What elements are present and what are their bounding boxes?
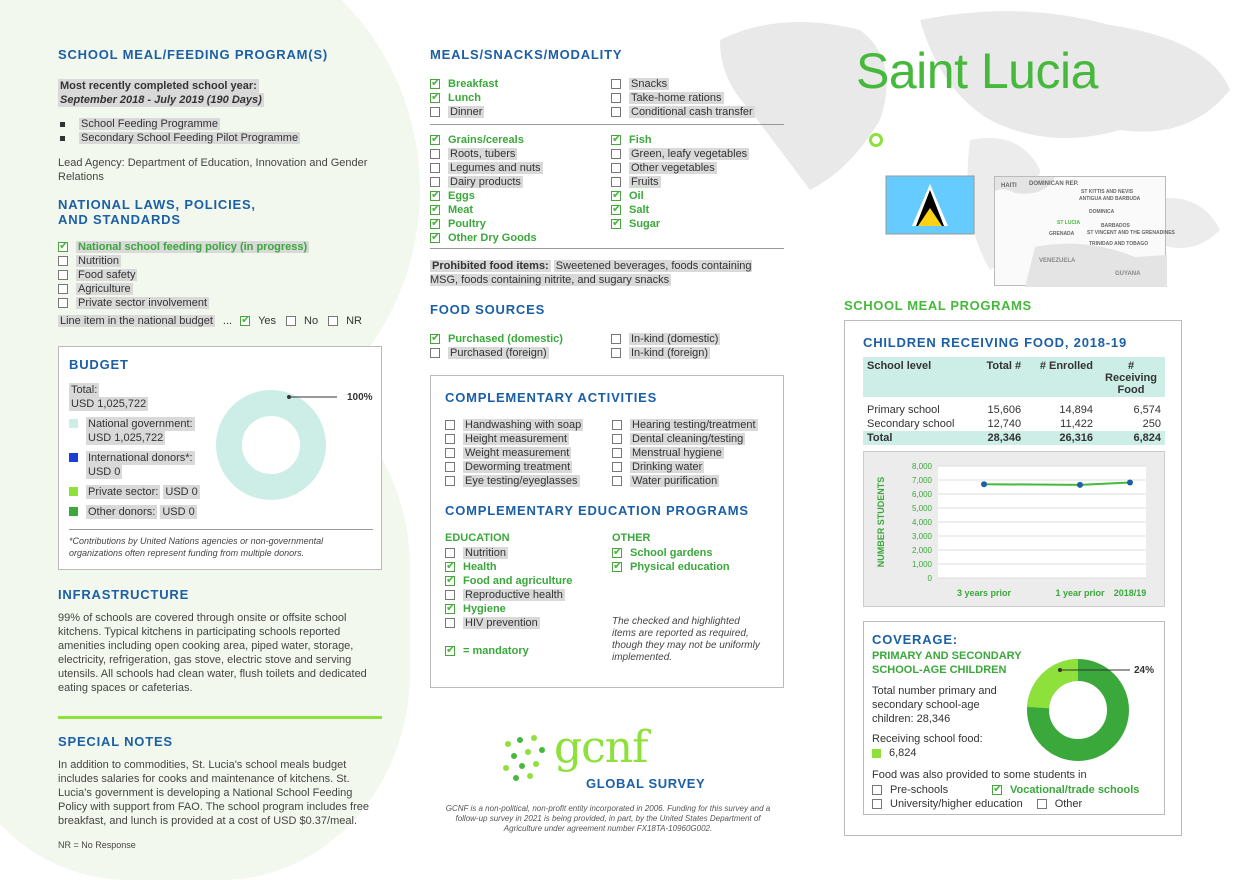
law-label: Agriculture bbox=[78, 283, 131, 295]
table-cell: 14,894 bbox=[1059, 404, 1093, 416]
meals-divider bbox=[430, 124, 784, 125]
prohibited-text: Sweetened beverages, foods containing MSG, foods containing nitrite, and sugary snacks bbox=[430, 260, 752, 286]
list-item bbox=[58, 131, 300, 145]
table-header: School level bbox=[867, 360, 932, 372]
map-label: ANTIGUA AND BARBUDA bbox=[1079, 196, 1141, 202]
food-sources-right bbox=[611, 332, 720, 360]
national-laws-list bbox=[58, 240, 362, 328]
food-label: Other vegetables bbox=[631, 162, 715, 174]
coverage-also-items bbox=[872, 783, 1139, 811]
y-tick-label: 5,000 bbox=[911, 504, 932, 513]
list-item bbox=[612, 560, 730, 574]
children-table bbox=[863, 357, 1165, 445]
list-item bbox=[612, 446, 758, 460]
gcnf-logo-dots bbox=[500, 734, 552, 782]
education-col bbox=[445, 532, 572, 658]
list-item bbox=[612, 474, 758, 488]
meal-label: Take-home rations bbox=[631, 92, 722, 104]
gcnf-logo-text: gcnf bbox=[554, 722, 648, 773]
table-cell: 26,316 bbox=[1059, 432, 1093, 444]
program-name: Secondary School Feeding Pilot Programme bbox=[81, 132, 299, 144]
coverage-box bbox=[863, 621, 1165, 815]
map-label: DOMINICAN REP. bbox=[1029, 181, 1079, 187]
table-total-row bbox=[863, 431, 1165, 445]
meal-label: Lunch bbox=[448, 92, 481, 104]
table-row bbox=[863, 417, 1165, 431]
list-item bbox=[611, 133, 749, 147]
complementary-activities-heading: COMPLEMENTARY ACTIVITIES bbox=[445, 390, 658, 405]
chart-panel bbox=[863, 451, 1165, 607]
also-label: Vocational/trade schools bbox=[1010, 784, 1140, 796]
map-label: TRINIDAD AND TOBAGO bbox=[1089, 241, 1149, 247]
activity-label: Dental cleaning/testing bbox=[632, 433, 744, 445]
list-item bbox=[611, 105, 755, 119]
budget-heading: BUDGET bbox=[69, 357, 129, 372]
list-item bbox=[58, 296, 362, 310]
list-item bbox=[445, 432, 583, 446]
budget-legend bbox=[69, 417, 200, 519]
legend-swatch bbox=[69, 507, 78, 516]
list-item bbox=[430, 189, 543, 203]
school-meal-programs-heading: SCHOOL MEAL PROGRAMS bbox=[844, 298, 1032, 313]
budget-total-value: USD 1,025,722 bbox=[71, 398, 147, 410]
other-label: OTHER bbox=[612, 532, 651, 544]
source-label: In-kind (domestic) bbox=[631, 333, 719, 345]
special-notes-heading: SPECIAL NOTES bbox=[58, 734, 173, 749]
list-item bbox=[430, 175, 543, 189]
table-title: CHILDREN RECEIVING FOOD, 2018-19 bbox=[863, 335, 1127, 350]
other-item: School gardens bbox=[630, 547, 713, 559]
legend-item bbox=[69, 417, 200, 445]
list-item bbox=[58, 268, 362, 282]
school-meal-heading: SCHOOL MEAL/FEEDING PROGRAM(S) bbox=[58, 47, 329, 62]
y-tick-label: 8,000 bbox=[911, 462, 932, 471]
mandatory-legend bbox=[445, 644, 572, 658]
yes-label: Yes bbox=[258, 315, 277, 327]
list-item bbox=[430, 231, 543, 245]
list-item bbox=[430, 203, 543, 217]
list-item bbox=[445, 546, 572, 560]
activities-left bbox=[445, 418, 583, 488]
lead-agency: Lead Agency: Department of Education, Innovation and Gender Relations bbox=[58, 157, 368, 183]
map-label: ST VINCENT AND THE GRENADINES bbox=[1087, 230, 1175, 236]
law-label: National school feeding policy (in progress) bbox=[78, 241, 308, 253]
coverage-swatch bbox=[872, 749, 881, 758]
food-label: Sugar bbox=[629, 218, 661, 230]
list-item bbox=[611, 189, 749, 203]
coverage-total bbox=[872, 684, 1022, 726]
food-label: Grains/cereals bbox=[448, 134, 524, 146]
table-cell: 28,346 bbox=[987, 432, 1022, 444]
list-item bbox=[611, 217, 749, 231]
food-label: Fruits bbox=[631, 176, 659, 188]
country-title: Saint Lucia bbox=[856, 43, 1098, 99]
legend-item bbox=[69, 485, 200, 499]
activity-label: Handwashing with soap bbox=[465, 419, 582, 431]
legend-swatch bbox=[69, 419, 78, 428]
y-tick-label: 2,000 bbox=[911, 546, 932, 555]
activities-right bbox=[612, 418, 758, 488]
list-item bbox=[58, 254, 362, 268]
legend-value: USD 0 bbox=[88, 466, 121, 478]
map-label: GRENADA bbox=[1049, 231, 1075, 237]
list-item bbox=[872, 783, 1139, 797]
food-label: Meat bbox=[448, 204, 474, 216]
table-header: # Enrolled bbox=[1039, 360, 1093, 372]
coverage-also-text: Food was also provided to some students in bbox=[872, 769, 1087, 781]
region-map bbox=[994, 176, 1175, 286]
list-item bbox=[430, 133, 543, 147]
also-label: University/higher education bbox=[890, 798, 1023, 810]
list-item bbox=[445, 460, 583, 474]
meal-label: Breakfast bbox=[448, 78, 499, 90]
list-item bbox=[445, 474, 583, 488]
list-item bbox=[611, 175, 749, 189]
food-label: Dairy products bbox=[450, 176, 521, 188]
coverage-donut bbox=[1022, 650, 1162, 762]
y-tick-label: 0 bbox=[927, 574, 932, 583]
other-item: Physical education bbox=[630, 561, 730, 573]
legend-value: USD 1,025,722 bbox=[88, 432, 164, 444]
list-item bbox=[430, 77, 498, 91]
activity-label: Hearing testing/treatment bbox=[632, 419, 756, 431]
meal-label: Dinner bbox=[450, 106, 483, 118]
law-label: Nutrition bbox=[78, 255, 119, 267]
list-item bbox=[445, 446, 583, 460]
food-label: Salt bbox=[629, 204, 650, 216]
legend-label: Other donors: bbox=[88, 506, 156, 518]
list-item bbox=[430, 105, 498, 119]
activity-label: Eye testing/eyeglasses bbox=[465, 475, 578, 487]
education-item: Health bbox=[463, 561, 497, 573]
list-item bbox=[430, 91, 498, 105]
meals-left bbox=[430, 77, 498, 119]
list-item bbox=[612, 418, 758, 432]
list-item bbox=[445, 602, 572, 616]
education-label: EDUCATION bbox=[445, 532, 510, 544]
food-label: Oil bbox=[629, 190, 644, 202]
map-label: HAITI bbox=[1001, 183, 1017, 189]
y-tick-label: 1,000 bbox=[911, 560, 932, 569]
foods-right bbox=[611, 133, 749, 231]
prohibited-foods bbox=[430, 259, 770, 287]
table-cell: 11,422 bbox=[1060, 418, 1093, 430]
education-item: Hygiene bbox=[463, 603, 506, 615]
list-item bbox=[872, 797, 1139, 811]
table-header: Total # bbox=[986, 360, 1022, 372]
education-item: HIV prevention bbox=[465, 617, 538, 629]
no-label: No bbox=[304, 315, 319, 327]
list-item bbox=[612, 432, 758, 446]
list-item bbox=[611, 91, 755, 105]
coverage-receiving-value: 6,824 bbox=[889, 747, 917, 759]
table-cell: 12,740 bbox=[987, 418, 1022, 430]
list-item bbox=[611, 203, 749, 217]
legend-label: International donors*: bbox=[88, 452, 193, 464]
activity-label: Drinking water bbox=[632, 461, 703, 473]
list-item bbox=[445, 616, 572, 630]
list-item bbox=[445, 560, 572, 574]
education-item: Reproductive health bbox=[465, 589, 563, 601]
list-item bbox=[612, 460, 758, 474]
law-label: Food safety bbox=[78, 269, 136, 281]
y-tick-label: 6,000 bbox=[911, 490, 932, 499]
law-label: Private sector involvement bbox=[78, 297, 207, 309]
checked-note: The checked and highlighted items are reported as required, though they may not be uniformly implemented. bbox=[612, 616, 760, 663]
food-sources-left bbox=[430, 332, 563, 360]
table-header-row bbox=[863, 357, 1165, 397]
education-item: Food and agriculture bbox=[463, 575, 573, 587]
infrastructure-heading: INFRASTRUCTURE bbox=[58, 587, 190, 602]
nr-note: NR = No Response bbox=[58, 840, 136, 850]
legend-label: Private sector: bbox=[88, 486, 159, 498]
national-laws-heading-line2: AND STANDARDS bbox=[58, 212, 181, 227]
activity-label: Weight measurement bbox=[465, 447, 570, 459]
source-label: Purchased (domestic) bbox=[448, 333, 563, 345]
list-item bbox=[611, 346, 720, 360]
national-laws-heading bbox=[58, 197, 256, 227]
food-label: Roots, tubers bbox=[450, 148, 516, 160]
budget-box bbox=[58, 346, 382, 570]
legend-label: National government: bbox=[88, 418, 193, 430]
list-item bbox=[445, 588, 572, 602]
also-label: Other bbox=[1054, 798, 1083, 810]
list-item bbox=[430, 346, 563, 360]
budget-donut-pointer-dot bbox=[287, 395, 291, 399]
gcnf-disclaimer: GCNF is a non-political, non-profit entity incorporated in 2006. Funding for this survey and a follow-up survey in 2021 is being provided, in part, by the United States Department of Agriculture under agreement number FX18TA-10960G002. bbox=[445, 804, 771, 833]
list-item bbox=[430, 161, 543, 175]
foods-left bbox=[430, 133, 543, 245]
budget-divider bbox=[69, 529, 373, 530]
programs-box bbox=[844, 320, 1182, 836]
students-line-chart bbox=[864, 452, 1166, 608]
budget-donut bbox=[209, 377, 381, 493]
list-item bbox=[611, 77, 755, 91]
budget-footnote: *Contributions by United Nations agencies or non-governmental organizations often represent funding from multiple donors. bbox=[69, 536, 324, 558]
food-label: Poultry bbox=[448, 218, 486, 230]
table-cell: 250 bbox=[1142, 418, 1161, 430]
source-label: In-kind (foreign) bbox=[631, 347, 709, 359]
budget-line-row: Line item in the national budget ... ✔ Yes No NR bbox=[58, 314, 362, 328]
budget-donut-ring bbox=[229, 403, 313, 487]
coverage-receiving-label: Receiving school food: bbox=[872, 733, 983, 745]
budget-total-label: Total: bbox=[71, 384, 98, 396]
program-name: School Feeding Programme bbox=[81, 118, 218, 130]
food-label: Green, leafy vegetables bbox=[631, 148, 748, 160]
legend-item bbox=[69, 505, 200, 519]
legend-swatch bbox=[69, 453, 78, 462]
budget-donut-label: 100% bbox=[347, 392, 373, 403]
donut-label: 24% bbox=[1134, 665, 1155, 676]
list-item bbox=[430, 332, 563, 346]
list-item bbox=[611, 147, 749, 161]
table-cell: Primary school bbox=[867, 404, 940, 416]
nr-label: NR bbox=[346, 315, 362, 327]
coverage-total-value: 28,346 bbox=[916, 713, 951, 725]
meal-label: Snacks bbox=[631, 78, 668, 90]
prohibited-label: Prohibited food items: bbox=[432, 260, 549, 272]
x-tick-label: 3 years prior bbox=[956, 588, 1012, 598]
table-header: # Receiving Food bbox=[1105, 360, 1157, 396]
activity-label: Menstrual hygiene bbox=[632, 447, 722, 459]
y-axis-label: NUMBER STUDENTS bbox=[876, 476, 886, 568]
complementary-box bbox=[430, 375, 784, 688]
activity-label: Height measurement bbox=[465, 433, 568, 445]
map-label: ST LUCIA bbox=[1057, 220, 1081, 226]
school-year-value: September 2018 - July 2019 (190 Days) bbox=[60, 94, 262, 106]
table-cell: 6,574 bbox=[1133, 404, 1161, 416]
table-cell: 15,606 bbox=[987, 404, 1022, 416]
saint-lucia-flag-icon bbox=[886, 176, 974, 234]
list-item bbox=[445, 418, 583, 432]
list-item bbox=[58, 117, 300, 131]
coverage-total-text: Total number primary and secondary school-age children: bbox=[872, 685, 997, 725]
school-year-label bbox=[58, 79, 264, 107]
activity-label: Water purification bbox=[632, 475, 718, 487]
education-programs-heading: COMPLEMENTARY EDUCATION PROGRAMS bbox=[445, 503, 749, 518]
data-point bbox=[981, 481, 987, 487]
food-sources-heading: FOOD SOURCES bbox=[430, 302, 546, 317]
national-laws-heading-line1: NATIONAL LAWS, POLICIES, bbox=[58, 197, 256, 212]
donut-pointer-dot bbox=[1058, 668, 1062, 672]
map-label: DOMINICA bbox=[1089, 209, 1115, 215]
source-label: Purchased (foreign) bbox=[450, 347, 547, 359]
food-label: Eggs bbox=[448, 190, 475, 202]
food-label: Fish bbox=[629, 134, 652, 146]
coverage-sub1: PRIMARY AND SECONDARY bbox=[872, 650, 1022, 662]
x-tick-label: 2018/19 bbox=[1113, 588, 1147, 598]
legend-value: USD 0 bbox=[162, 506, 195, 518]
table-cell: Secondary school bbox=[867, 418, 955, 430]
map-label: ST KITTIS AND NEVIS bbox=[1081, 189, 1134, 195]
meals-heading: MEALS/SNACKS/MODALITY bbox=[430, 47, 623, 62]
other-col bbox=[612, 532, 730, 574]
section-divider bbox=[58, 716, 382, 719]
list-item bbox=[58, 282, 362, 296]
also-label: Pre-schools bbox=[890, 784, 949, 796]
meal-label: Conditional cash transfer bbox=[631, 106, 753, 118]
activity-label: Deworming treatment bbox=[465, 461, 571, 473]
list-item bbox=[58, 240, 362, 254]
coverage-heading: COVERAGE: bbox=[872, 632, 958, 647]
y-tick-label: 3,000 bbox=[911, 532, 932, 541]
program-list bbox=[58, 117, 300, 145]
foods-divider bbox=[430, 248, 784, 249]
list-item bbox=[430, 147, 543, 161]
table-cell: Total bbox=[867, 432, 893, 444]
table-cell: 6,824 bbox=[1133, 432, 1161, 444]
list-item bbox=[612, 546, 730, 560]
map-label: VENEZUELA bbox=[1039, 258, 1076, 264]
map-label: BARBADOS bbox=[1101, 223, 1130, 229]
y-tick-label: 4,000 bbox=[911, 518, 932, 527]
list-item bbox=[445, 574, 572, 588]
legend-value: USD 0 bbox=[165, 486, 198, 498]
list-item bbox=[611, 161, 749, 175]
legend-swatch bbox=[69, 487, 78, 496]
coverage-sub2: SCHOOL-AGE CHILDREN bbox=[872, 664, 1007, 676]
table-row bbox=[863, 403, 1165, 417]
budget-total bbox=[69, 383, 148, 411]
mandatory-label: = mandatory bbox=[463, 645, 529, 657]
meals-right bbox=[611, 77, 755, 119]
list-item bbox=[611, 332, 720, 346]
education-item: Nutrition bbox=[465, 547, 506, 559]
data-point bbox=[1077, 482, 1083, 488]
x-tick-label: 1 year prior bbox=[1055, 588, 1105, 598]
coverage-receiving bbox=[872, 747, 917, 759]
food-label: Other Dry Goods bbox=[448, 232, 537, 244]
food-label: Legumes and nuts bbox=[450, 162, 541, 174]
data-point bbox=[1127, 479, 1133, 485]
list-item bbox=[430, 217, 543, 231]
special-notes-text: In addition to commodities, St. Lucia's school meals budget includes salaries for cooks and maintenance of kitchens. St. Lucia's government is developing a National School Feeding Policy with support from FAO. The school program includes free breakfast, and lunch is provided at a cost of USD $0.37/meal. bbox=[58, 759, 369, 827]
gcnf-survey-label: GLOBAL SURVEY bbox=[586, 776, 706, 791]
infrastructure-text: 99% of schools are covered through onsite or offsite school kitchens. Typical kitchens in participating schools reported amenities including open cooking area, piped water, storage, electricity, refrigeration, gas stove, electric stove and serving utensils. All schools had clean water, flush toilets and dedicated eating spaces or cafeterias. bbox=[58, 612, 367, 694]
location-marker-icon bbox=[869, 133, 883, 147]
map-label: GUYANA bbox=[1115, 271, 1141, 277]
legend-item bbox=[69, 451, 200, 479]
y-tick-label: 7,000 bbox=[911, 476, 932, 485]
budget-line-label: Line item in the national budget bbox=[60, 315, 213, 327]
school-year-label-text: Most recently completed school year: bbox=[60, 80, 257, 92]
